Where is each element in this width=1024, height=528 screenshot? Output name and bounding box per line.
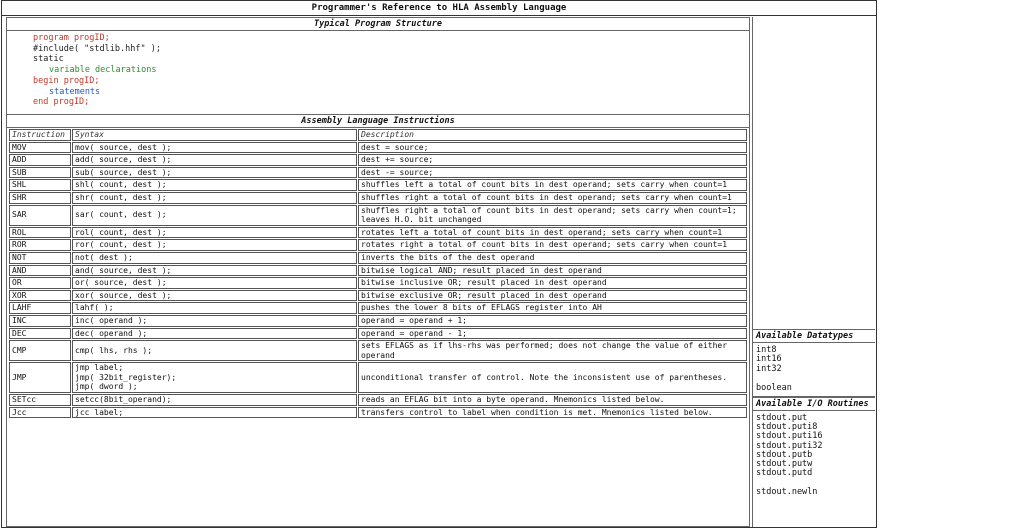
instructions-table [8, 128, 748, 419]
table-row [9, 315, 747, 327]
syntax-cell [72, 265, 357, 277]
io-routines-title: Available I/O Routines [753, 397, 875, 411]
syntax-line: mov( source, dest ); [75, 142, 172, 152]
instruction-cell: SAR [9, 205, 71, 226]
description-cell: pushes the lower 8 bits of EFLAGS register into AH [358, 302, 747, 314]
instruction-cell: XOR [9, 290, 71, 302]
description-cell: shuffles right a total of count bits in dest operand; sets carry when count=1 [358, 192, 747, 204]
description-cell: dest = source; [358, 142, 747, 154]
syntax-line: jmp label; [75, 363, 124, 373]
datatypes-list [753, 343, 875, 397]
table-row [9, 239, 747, 251]
description-cell: bitwise logical AND; result placed in dest operand [358, 265, 747, 277]
table-row [9, 302, 747, 314]
instruction-cell: ROL [9, 227, 71, 239]
table-row [9, 362, 747, 393]
syntax-line: and( source, dest ); [75, 265, 172, 275]
syntax-line: lahf( ); [75, 303, 114, 313]
syntax-line: xor( source, dest ); [75, 290, 172, 300]
table-header-row [9, 129, 747, 141]
description-cell: unconditional transfer of control. Note the inconsistent use of parentheses. [358, 362, 747, 393]
syntax-line: add( source, dest ); [75, 155, 172, 165]
io-routine-item: stdout.newln [756, 486, 818, 497]
instruction-cell: INC [9, 315, 71, 327]
code-line: #include( "stdlib.hhf" ); [33, 43, 161, 54]
io-routine-item: stdout.put [756, 413, 808, 424]
datatype-item: int32 [756, 363, 782, 374]
syntax-line: inc( operand ); [75, 315, 148, 325]
syntax-cell [72, 227, 357, 239]
description-cell: reads an EFLAG bit into a byte operand. Mnemonics listed below. [358, 394, 747, 406]
io-routine-item: stdout.putb [756, 449, 813, 460]
syntax-cell [72, 394, 357, 406]
table-row [9, 252, 747, 264]
io-routine-item: stdout.putd [756, 468, 813, 479]
syntax-line: rol( count, dest ); [75, 227, 167, 237]
table-row [9, 154, 747, 166]
syntax-line: jmp( dword ); [75, 382, 138, 392]
description-cell: dest += source; [358, 154, 747, 166]
code-line: static [33, 54, 64, 65]
syntax-line: jcc label; [75, 407, 124, 417]
table-row [9, 394, 747, 406]
datatype-item: int8 [756, 345, 777, 355]
syntax-cell [72, 302, 357, 314]
instruction-cell: SHR [9, 192, 71, 204]
table-row [9, 277, 747, 289]
reference-sheet [1, 0, 877, 528]
instruction-cell: ADD [9, 154, 71, 166]
description-cell: inverts the bits of the dest operand [358, 252, 747, 264]
description-cell: dest -= source; [358, 167, 747, 179]
instruction-cell: AND [9, 265, 71, 277]
syntax-line: setcc(8bit_operand); [75, 395, 172, 405]
table-row [9, 340, 747, 361]
syntax-cell [72, 154, 357, 166]
syntax-line: sub( source, dest ); [75, 167, 172, 177]
description-cell: rotates left a total of count bits in dest operand; sets carry when count=1 [358, 227, 747, 239]
instruction-cell: CMP [9, 340, 71, 361]
syntax-cell [72, 290, 357, 302]
syntax-cell [72, 328, 357, 340]
program-structure-code [7, 31, 749, 115]
syntax-cell [72, 205, 357, 226]
table-row [9, 407, 747, 419]
table-row [9, 167, 747, 179]
table-row [9, 142, 747, 154]
syntax-cell [72, 239, 357, 251]
instruction-cell: Jcc [9, 407, 71, 419]
instruction-cell: OR [9, 277, 71, 289]
instructions-title: Assembly Language Instructions [7, 115, 749, 128]
syntax-cell [72, 407, 357, 419]
instruction-cell: SUB [9, 167, 71, 179]
syntax-cell [72, 179, 357, 191]
io-routine-item: stdout.puti32 [756, 440, 823, 451]
description-cell: sets EFLAGS as if lhs-rhs was performed; does not change the value of either operand [358, 340, 747, 361]
io-routines-list [753, 411, 875, 500]
instruction-cell: LAHF [9, 302, 71, 314]
syntax-cell [72, 167, 357, 179]
table-row [9, 328, 747, 340]
datatype-item: int16 [756, 354, 782, 365]
structure-title: Typical Program Structure [7, 18, 749, 31]
io-routine-item: stdout.puti16 [756, 431, 823, 442]
page-title: Programmer's Reference to HLA Assembly Language [2, 1, 876, 16]
syntax-line: cmp( lhs, rhs ); [75, 345, 153, 355]
syntax-cell [72, 192, 357, 204]
description-cell: bitwise inclusive OR; result placed in dest operand [358, 277, 747, 289]
table-row [9, 290, 747, 302]
code-line: variable declarations [49, 65, 157, 76]
code-line: statements [49, 86, 101, 97]
table-row [9, 179, 747, 191]
instruction-cell: JMP [9, 362, 71, 393]
code-line: end progID; [33, 97, 90, 108]
syntax-cell [72, 340, 357, 361]
syntax-line: shr( count, dest ); [75, 192, 167, 202]
header-description: Description [358, 129, 747, 141]
instruction-cell: SETcc [9, 394, 71, 406]
description-cell: rotates right a total of count bits in dest operand; sets carry when count=1 [358, 239, 747, 251]
datatypes-title: Available Datatypes [753, 329, 875, 343]
table-row [9, 205, 747, 226]
description-cell: operand = operand + 1; [358, 315, 747, 327]
syntax-line: dec( operand ); [75, 328, 148, 338]
description-cell: shuffles right a total of count bits in dest operand; sets carry when count=1; leaves H.O. bit unchanged [358, 205, 747, 226]
side-spacer [753, 17, 875, 329]
instruction-cell: NOT [9, 252, 71, 264]
syntax-line: ror( count, dest ); [75, 240, 167, 250]
syntax-line: not( dest ); [75, 252, 133, 262]
instruction-cell: DEC [9, 328, 71, 340]
syntax-cell [72, 277, 357, 289]
code-line: begin progID; [33, 75, 100, 86]
description-cell: operand = operand - 1; [358, 328, 747, 340]
table-row [9, 227, 747, 239]
syntax-line: or( source, dest ); [75, 278, 167, 288]
io-routine-item: stdout.putw [756, 459, 813, 470]
syntax-cell [72, 252, 357, 264]
io-routine-item: stdout.puti8 [756, 422, 818, 433]
code-line: program progID; [33, 33, 110, 43]
syntax-cell [72, 142, 357, 154]
syntax-line: shl( count, dest ); [75, 180, 167, 190]
main-panel [6, 17, 750, 527]
instruction-cell: ROR [9, 239, 71, 251]
table-row [9, 192, 747, 204]
side-panel [752, 17, 875, 527]
syntax-line: jmp( 32bit_register); [75, 372, 177, 382]
description-cell: shuffles left a total of count bits in dest operand; sets carry when count=1 [358, 179, 747, 191]
syntax-cell [72, 362, 357, 393]
description-cell: bitwise exclusive OR; result placed in dest operand [358, 290, 747, 302]
syntax-cell [72, 315, 357, 327]
datatype-item: boolean [756, 382, 792, 393]
syntax-line: sar( count, dest ); [75, 210, 167, 220]
description-cell: transfers control to label when condition is met. Mnemonics listed below. [358, 407, 747, 419]
instruction-cell: SHL [9, 179, 71, 191]
header-syntax: Syntax [72, 129, 357, 141]
table-row [9, 265, 747, 277]
instruction-cell: MOV [9, 142, 71, 154]
header-instruction: Instruction [9, 129, 71, 141]
